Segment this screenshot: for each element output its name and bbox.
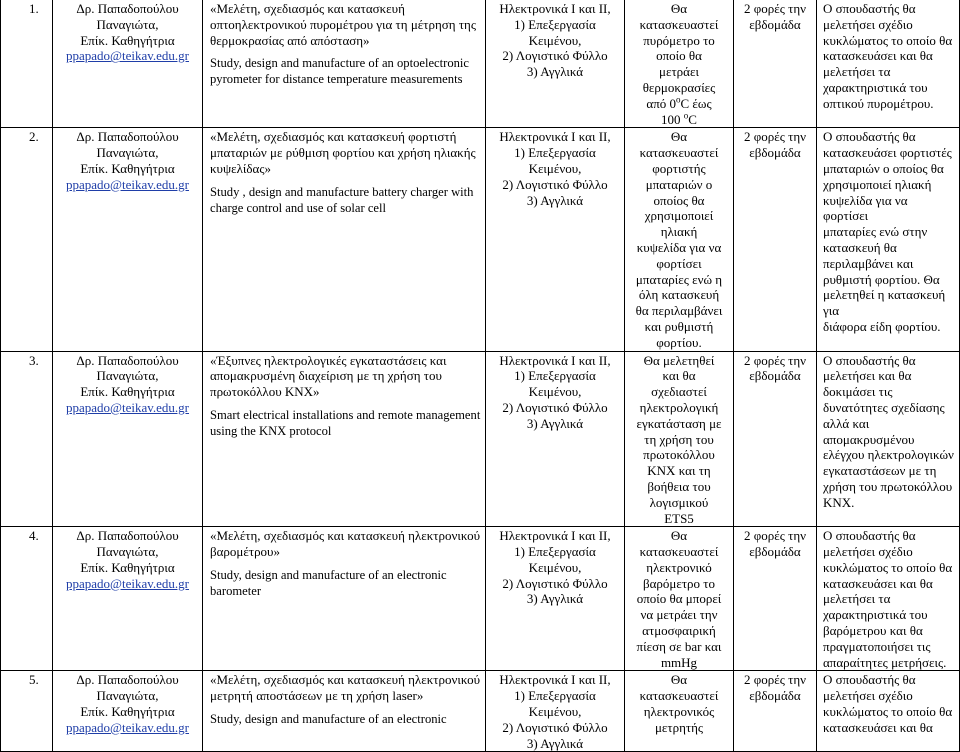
- text-line: μπαταριών ο: [645, 176, 713, 192]
- text-line: Θα μελετηθεί: [643, 352, 715, 368]
- text-line: βοήθεια του: [647, 478, 711, 494]
- text-line: διάφορα είδη φορτίου.: [823, 318, 941, 334]
- text-line: Επίκ. Καθηγήτρια: [80, 559, 175, 575]
- text-line: δυνατότητες σχεδίασης: [823, 399, 945, 415]
- text-line: οποίο θα μπορεί: [636, 591, 722, 607]
- temperature-range-line: [629, 96, 729, 112]
- text-line: 2 φορές την: [744, 672, 806, 688]
- text-line: εβδομάδα: [749, 688, 801, 704]
- text-line: ηλεκτρολογική: [639, 399, 719, 415]
- text-line: κατασκευάσει και θα: [823, 575, 933, 591]
- text-line: φορτίσει: [656, 255, 702, 271]
- text-line: Ηλεκτρονικά Ι και ΙΙ,: [499, 1, 611, 16]
- text-line: εβδομάδα: [749, 544, 801, 560]
- text-line: 1) Επεξεργασία Κειμένου,: [514, 145, 596, 176]
- text-line: Θα: [670, 672, 688, 688]
- text-line: μελετήσει σχέδιο: [823, 544, 913, 560]
- supervisor-cell: [53, 0, 203, 128]
- text-line: Ο σπουδαστής θα: [823, 129, 916, 145]
- text-line: Δρ. Παπαδοπούλου: [76, 672, 179, 688]
- row-number: 4.: [1, 527, 53, 671]
- degree-sign: o: [676, 94, 681, 105]
- text-line: κατασκευάσει φορτιστές: [823, 145, 952, 161]
- text-line: εβδομάδα: [749, 368, 801, 384]
- prerequisite-courses-cell: [486, 527, 625, 671]
- text-line: Ο σπουδαστής θα: [823, 528, 916, 544]
- text-line: πραγματοποιήσει τις: [823, 638, 931, 654]
- prerequisite-courses-cell: [486, 351, 625, 527]
- text-line: κυψελίδα για να φορτίσει: [823, 192, 908, 224]
- text-line: 2) Λογιστικό Φύλλο: [502, 719, 608, 735]
- prerequisite-courses-cell: [486, 0, 625, 128]
- text-line: Ηλεκτρονικά Ι και ΙΙ,: [499, 352, 611, 368]
- text-line: τη χρήση του: [644, 431, 714, 447]
- text-line: μετράει: [659, 64, 699, 80]
- topic-english: Study, design and manufacture of an optoelectronic pyrometer for distance temperature measurements: [210, 56, 470, 87]
- text-line: χρησιμοποιεί: [644, 208, 714, 224]
- text-line: μελετήσει και θα: [823, 368, 912, 384]
- text-line: Θα: [670, 528, 688, 544]
- topic-greek: «Μελέτη, σχεδιασμός και κατασκευή φορτιστή μπαταριών με ρύθμιση φορτίου και χρήση ηλιακής κυψελίδας»: [210, 129, 476, 176]
- table-row: [1, 351, 960, 527]
- text-line: χρησιμοποιεί ηλιακή: [823, 176, 932, 192]
- text-line: Δρ. Παπαδοπούλου: [76, 1, 179, 16]
- topic-greek: «Έξυπνες ηλεκτρολογικές εγκαταστάσεις και απομακρυσμένη διαχείριση με τη χρήση του πρωτοκόλλου KNX»: [210, 352, 447, 400]
- text-line: χαρακτηριστικά του: [823, 607, 928, 623]
- frequency-cell: [734, 128, 817, 351]
- text-line: κατασκευή θα: [823, 239, 897, 255]
- description-cell: [625, 671, 734, 752]
- text-line: Ο σπουδαστής θα: [823, 352, 916, 368]
- row-number: 2.: [1, 128, 53, 351]
- goal-cell: [817, 128, 960, 351]
- degree-sign: o: [683, 110, 689, 121]
- text-line: βαρόμετρο το: [642, 575, 716, 591]
- text-line: πρωτοκόλλου: [643, 447, 715, 463]
- text-line: μελετήσει τα: [823, 64, 891, 80]
- text-line: κατασκευάσει και θα: [823, 719, 933, 735]
- topic-english: Smart electrical installations and remote management using the KNX protocol: [210, 407, 481, 438]
- text-line: Δρ. Παπαδοπούλου: [76, 528, 179, 544]
- frequency-cell: [734, 527, 817, 671]
- text-line: βαρόμετρου και θα: [823, 623, 923, 639]
- text-line: κυκλώματος το οποίο θα: [823, 704, 953, 720]
- text-line: 2) Λογιστικό Φύλλο: [502, 575, 608, 591]
- text-line: mmHg: [660, 654, 698, 670]
- text-line: ελέγχου ηλεκτρολογικών: [823, 447, 954, 463]
- supervisor-email-link[interactable]: ppapado@teikav.edu.gr: [65, 399, 190, 415]
- text-line: μπαταρίες ενώ η: [635, 271, 723, 287]
- text-line: 3) Αγγλικά: [526, 735, 584, 751]
- topic-greek: «Μελέτη, σχεδιασμός και κατασκευή ηλεκτρονικού βαρομέτρου»: [210, 528, 481, 560]
- text-line: Επίκ. Καθηγήτρια: [80, 384, 175, 400]
- topic-cell: [203, 527, 486, 671]
- table-row: [1, 128, 960, 351]
- text-line: φορτίου.: [656, 334, 702, 350]
- text-line: Θα: [670, 129, 688, 145]
- text-line: 2) Λογιστικό Φύλλο: [502, 48, 608, 64]
- topic-english: Study, design and manufacture of an electronic: [210, 712, 447, 727]
- text-line: κατασκευάσει και θα: [823, 48, 933, 64]
- text-line: 1) Επεξεργασία Κειμένου,: [514, 544, 596, 575]
- supervisor-cell: [53, 351, 203, 527]
- goal-cell: [817, 0, 960, 128]
- frequency-cell: [734, 351, 817, 527]
- text-line: μελετήσει τα: [823, 591, 891, 607]
- text-line: κατασκευαστεί: [639, 544, 719, 560]
- text-line: οποίος θα: [653, 192, 705, 208]
- text-line: ατμοσφαιρική: [642, 623, 716, 639]
- text-line: Θα: [670, 1, 688, 16]
- text-line: κατασκευαστεί: [639, 16, 719, 32]
- text-line: Επίκ. Καθηγήτρια: [80, 704, 175, 720]
- text-line: 2 φορές την: [744, 528, 806, 544]
- goal-cell: [817, 527, 960, 671]
- text-line: 3) Αγγλικά: [526, 415, 584, 431]
- frequency-cell: [734, 0, 817, 128]
- text-line: ETS5: [664, 510, 694, 526]
- text-line: ηλεκτρονικός: [643, 704, 715, 720]
- description-cell: [625, 527, 734, 671]
- text-line: θερμοκρασίες: [642, 79, 716, 95]
- text-line: 2 φορές την: [744, 1, 806, 16]
- text-line: οπτικού πυρομέτρου.: [823, 95, 934, 111]
- text-line: κατασκευαστεί: [639, 688, 719, 704]
- text-line: εγκαταστάσεων με τη: [823, 463, 937, 479]
- text-line: Δρ. Παπαδοπούλου: [76, 129, 179, 145]
- range-to: 100: [661, 111, 681, 127]
- range-unit: C: [688, 111, 697, 127]
- description-cell: [625, 351, 734, 527]
- supervisor-cell: [53, 671, 203, 752]
- text-line: εβδομάδα: [749, 145, 801, 161]
- text-line: μελετηθεί η κατασκευή για: [823, 287, 946, 319]
- text-line: 2 φορές την: [744, 129, 806, 145]
- text-line: δοκιμάσει τις: [823, 384, 893, 400]
- text-line: μπαταριών ο οποίος θα: [823, 160, 944, 176]
- text-line: Ηλεκτρονικά Ι και ΙΙ,: [499, 129, 611, 145]
- text-line: οποίο θα: [656, 48, 702, 64]
- text-line: Παναγιώτα,: [96, 145, 159, 161]
- text-line: χρήση του πρωτοκόλλου: [823, 478, 953, 494]
- text-line: πίεση σε bar και: [636, 638, 722, 654]
- text-line: 3) Αγγλικά: [526, 192, 584, 208]
- text-line: όλη κατασκευή: [638, 287, 720, 303]
- text-line: εγκατάσταση με: [636, 415, 722, 431]
- topic-english: Study , design and manufacture battery charger with charge control and use of solar cell: [210, 184, 474, 215]
- topic-cell: [203, 128, 486, 351]
- table-row: [1, 671, 960, 752]
- text-line: Παναγιώτα,: [96, 544, 159, 560]
- goal-cell: [817, 351, 960, 527]
- text-line: 3) Αγγλικά: [526, 64, 584, 80]
- text-line: κυκλώματος το οποίο θα: [823, 32, 953, 48]
- supervisor-email-link[interactable]: ppapado@teikav.edu.gr: [65, 719, 190, 735]
- text-line: σχεδιαστεί: [651, 384, 707, 400]
- text-line: κυψελίδα για να: [636, 239, 722, 255]
- text-line: Ο σπουδαστής θα: [823, 1, 916, 16]
- text-line: Ηλεκτρονικά Ι και ΙΙ,: [499, 672, 611, 688]
- text-line: λογισμικού: [649, 494, 709, 510]
- text-line: χαρακτηριστικά του: [823, 79, 928, 95]
- text-line: ηλεκτρονικό: [646, 559, 712, 575]
- description-cell: [625, 128, 734, 351]
- text-line: 2) Λογιστικό Φύλλο: [502, 176, 608, 192]
- text-line: Ηλεκτρονικά Ι και ΙΙ,: [499, 528, 611, 544]
- text-line: και θα: [662, 368, 696, 384]
- supervisor-email-link[interactable]: ppapado@teikav.edu.gr: [65, 176, 190, 192]
- text-line: να μετράει την: [640, 607, 718, 623]
- text-line: 3) Αγγλικά: [526, 591, 584, 607]
- text-line: μετρητής: [654, 719, 704, 735]
- row-number: 5.: [1, 671, 53, 752]
- text-line: Παναγιώτα,: [96, 368, 159, 384]
- text-line: κυκλώματος το οποίο θα: [823, 559, 953, 575]
- text-line: αλλά και απομακρυσμένου: [823, 415, 915, 447]
- text-line: φορτιστής: [652, 160, 706, 176]
- text-line: 1) Επεξεργασία Κειμένου,: [514, 16, 596, 48]
- text-line: πυρόμετρο το: [643, 32, 715, 48]
- range-mid: C έως: [680, 95, 712, 111]
- topic-cell: [203, 0, 486, 128]
- table-row: [1, 0, 960, 128]
- text-line: ηλιακή: [660, 224, 698, 240]
- prerequisite-courses-cell: [486, 128, 625, 351]
- text-line: 2) Λογιστικό Φύλλο: [502, 399, 608, 415]
- text-line: θα περιλαμβάνει: [635, 303, 723, 319]
- text-line: περιλαμβάνει και: [823, 255, 914, 271]
- text-line: μελετήσει σχέδιο: [823, 16, 913, 32]
- text-line: κατασκευαστεί: [639, 145, 719, 161]
- text-line: ρυθμιστή φορτίου. Θα: [823, 271, 940, 287]
- topic-cell: [203, 671, 486, 752]
- text-line: Παναγιώτα,: [96, 16, 159, 32]
- text-line: Επίκ. Καθηγήτρια: [80, 160, 175, 176]
- topic-greek: «Μελέτη, σχεδιασμός και κατασκευή οπτοηλεκτρονικού πυρομέτρου για τη μέτρηση της θερμοκρασίας από απόσταση»: [210, 1, 476, 48]
- text-line: KNX.: [823, 494, 855, 510]
- table-row: [1, 527, 960, 671]
- supervisor-cell: [53, 128, 203, 351]
- topic-english: Study, design and manufacture of an electronic barometer: [210, 567, 447, 598]
- description-cell: [625, 0, 734, 128]
- range-from: από 0: [646, 95, 677, 111]
- text-line: Παναγιώτα,: [96, 688, 159, 704]
- text-line: Ο σπουδαστής θα: [823, 672, 916, 688]
- text-line: 1) Επεξεργασία Κειμένου,: [514, 688, 596, 720]
- temperature-range-end-line: [629, 112, 729, 128]
- text-line: μπαταρίες ενώ στην: [823, 224, 928, 240]
- frequency-cell: [734, 671, 817, 752]
- text-line: και ρυθμιστή: [644, 318, 714, 334]
- topic-greek: «Μελέτη, σχεδιασμός και κατασκευή ηλεκτρονικού μετρητή αποστάσεων με τη χρήση laser»: [210, 672, 481, 704]
- text-line: μελετήσει σχέδιο: [823, 688, 913, 704]
- prerequisite-courses-cell: [486, 671, 625, 752]
- supervisor-cell: [53, 527, 203, 671]
- supervisor-email-link[interactable]: ppapado@teikav.edu.gr: [65, 48, 190, 64]
- text-line: 2 φορές την: [744, 352, 806, 368]
- text-line: Επίκ. Καθηγήτρια: [80, 32, 175, 48]
- supervisor-email-link[interactable]: ppapado@teikav.edu.gr: [65, 575, 190, 591]
- text-line: εβδομάδα: [749, 16, 801, 32]
- row-number: 3.: [1, 351, 53, 527]
- text-line: Δρ. Παπαδοπούλου: [76, 352, 179, 368]
- topic-cell: [203, 351, 486, 527]
- text-line: KNX και τη: [647, 463, 711, 479]
- text-line: απαραίτητες μετρήσεις.: [823, 654, 947, 670]
- text-line: 1) Επεξεργασία Κειμένου,: [514, 368, 596, 400]
- row-number: 1.: [1, 0, 53, 128]
- goal-cell: [817, 671, 960, 752]
